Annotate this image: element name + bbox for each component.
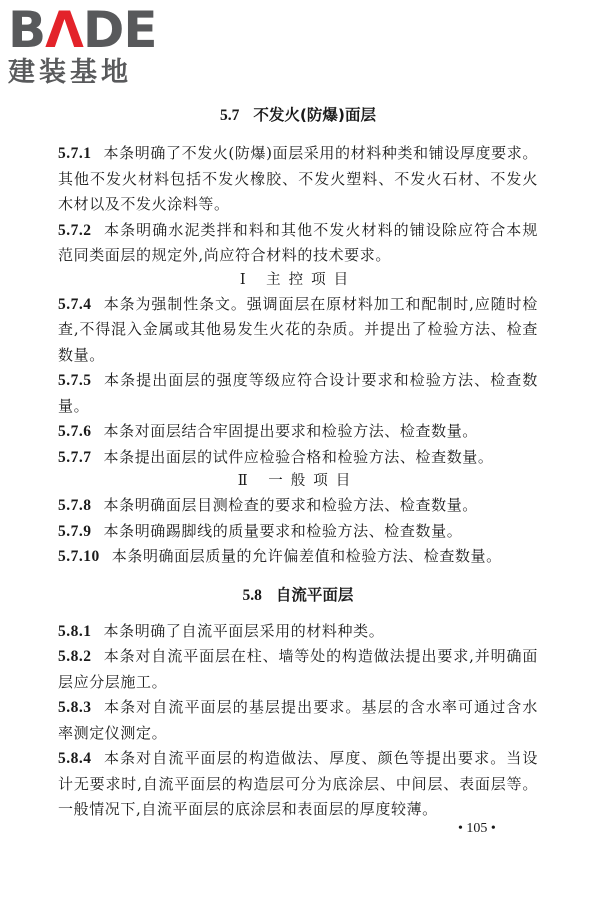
- logo-tagline: 建装基地: [8, 57, 132, 88]
- subsection-heading: Ⅱ 一般项目: [237, 473, 359, 489]
- clause-text: 本条明确了不发火(防爆)面层采用的材料种类和铺设厚度要求。其他不发火材料包括不发火橡胶、不发火塑料、不发火石材、不发火木材以及不发火涂料等。: [58, 144, 538, 213]
- clause-number: 5.8.4: [58, 750, 92, 767]
- subsection-heading: Ⅰ 主控项目: [239, 271, 357, 288]
- section-heading-5-8: [58, 582, 538, 609]
- clause-number: 5.7.8: [58, 497, 92, 514]
- section-5-8-body: [58, 619, 538, 823]
- clause-number: 5.8.2: [58, 648, 92, 665]
- clause-number: 5.8.3: [58, 699, 92, 716]
- clause-paragraph: [58, 619, 538, 645]
- clause-paragraph: [58, 544, 538, 570]
- section-5-7-body: [58, 141, 538, 570]
- clause-paragraph: [58, 519, 538, 545]
- clause-paragraph: [58, 445, 538, 471]
- clause-text: 本条提出面层的强度等级应符合设计要求和检验方法、检查数量。: [58, 371, 538, 415]
- clause-paragraph: [58, 292, 538, 369]
- clause-text: 本条明确水泥类拌和料和其他不发火材料的铺设除应符合本规范同类面层的规定外,尚应符合材料的技术要求。: [58, 220, 538, 264]
- clause-paragraph: [58, 493, 538, 519]
- logo-wordmark: BΛDE: [8, 1, 157, 59]
- clause-text: 本条明确踢脚线的质量要求和检验方法、检查数量。: [103, 521, 463, 540]
- clause-text: 本条明确面层质量的允许偏差值和检验方法、检查数量。: [111, 547, 502, 565]
- clause-text: 本条对面层结合牢固提出要求和检验方法、检查数量。: [103, 422, 478, 440]
- clause-number: 5.7.5: [58, 372, 92, 389]
- clause-number: 5.7.4: [58, 295, 92, 313]
- clause-text: 本条明确了自流平面层采用的材料种类。: [103, 621, 385, 640]
- clause-paragraph: [58, 141, 538, 218]
- clause-number: 5.7.1: [58, 145, 92, 162]
- clause-paragraph: [58, 695, 538, 746]
- clause-number: 5.7.9: [58, 522, 92, 540]
- clause-paragraph: [58, 368, 538, 419]
- section-title: 自流平面层: [275, 585, 354, 604]
- bade-logo: [8, 1, 157, 88]
- clause-text: 本条对自流平面层的构造做法、厚度、颜色等提出要求。当设计无要求时,自流平面层的构造层可分为底涂层、中间层、表面层等。一般情况下,自流平面层的底涂层和表面层的厚度较薄。: [58, 749, 538, 818]
- section-number: 5.8: [242, 586, 262, 604]
- clause-text: 本条提出面层的试件应检验合格和检验方法、检查数量。: [103, 447, 494, 466]
- clause-text: 本条为强制性条文。强调面层在原材料加工和配制时,应随时检查,不得混入金属或其他易发生火花的杂质。并提出了检验方法、检查数量。: [58, 294, 538, 364]
- page-content: [58, 102, 538, 823]
- clause-number: 5.8.1: [58, 622, 92, 640]
- section-title: 不发火(防爆)面层: [253, 106, 377, 124]
- section-heading-5-7: [58, 102, 538, 129]
- clause-number: 5.7.2: [58, 221, 92, 239]
- clause-text: 本条明确面层目测检查的要求和检验方法、检查数量。: [103, 496, 478, 514]
- clause-paragraph: [58, 419, 538, 445]
- section-number: 5.7: [219, 107, 240, 124]
- clause-text: 本条对自流平面层的基层提出要求。基层的含水率可通过含水率测定仪测定。: [58, 698, 538, 742]
- clause-paragraph: [58, 644, 538, 695]
- clause-number: 5.7.6: [58, 423, 92, 440]
- clause-number: 5.7.10: [58, 548, 100, 565]
- page-number: • 105 •: [458, 821, 496, 836]
- clause-paragraph: [58, 218, 538, 269]
- clause-text: 本条对自流平面层在柱、墙等处的构造做法提出要求,并明确面层应分层施工。: [58, 647, 538, 691]
- clause-number: 5.7.7: [58, 448, 92, 466]
- clause-paragraph: [58, 746, 538, 823]
